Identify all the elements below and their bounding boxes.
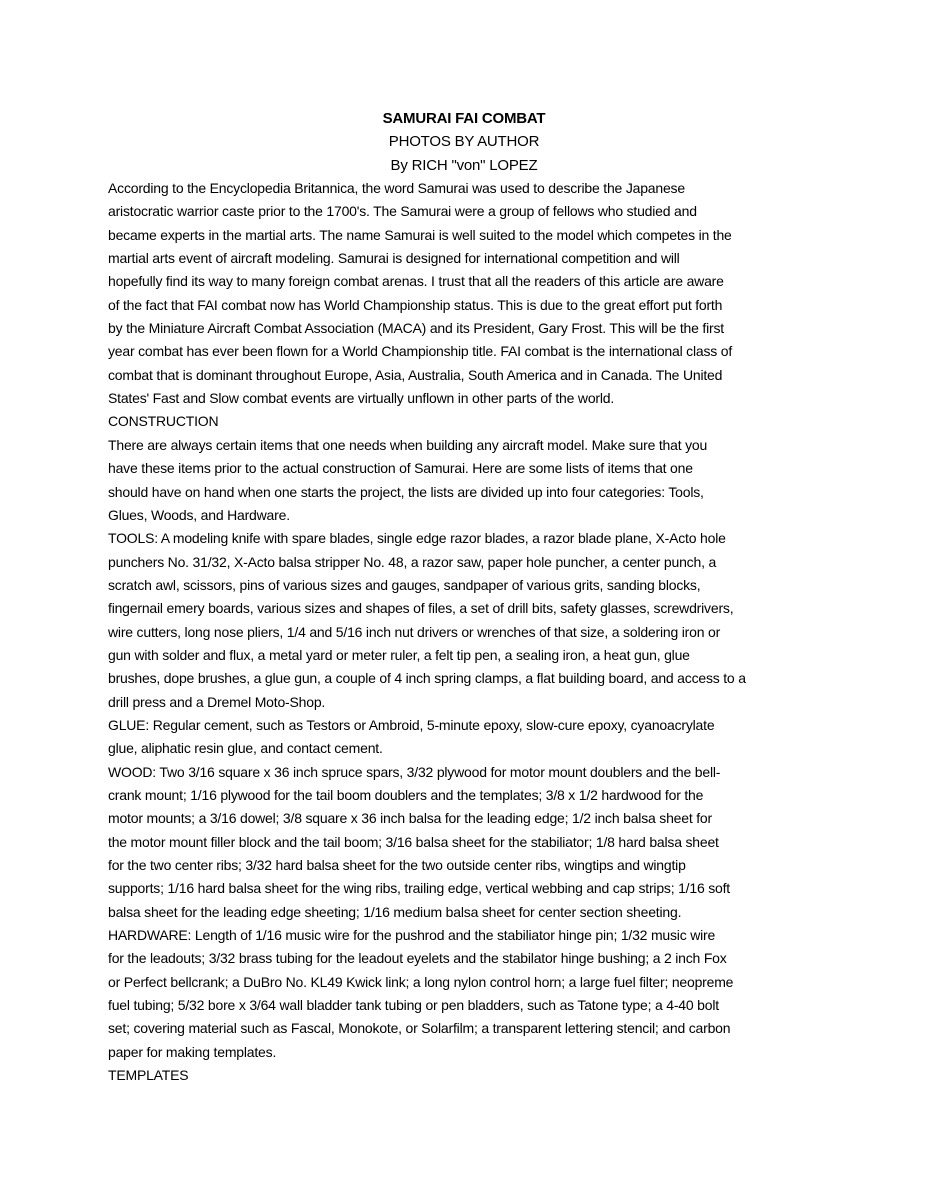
doc-body-line: for the leadouts; 3/32 brass tubing for the leadout eyelets and the stabilator hinge bushing; a 2 inch Fox [108, 950, 727, 967]
document-content [108, 107, 820, 1087]
doc-body-line: of the fact that FAI combat now has World Championship status. This is due to the great effort put forth [108, 296, 723, 313]
doc-body-line: became experts in the martial arts. The name Samurai is well suited to the model which competes in the [108, 226, 732, 243]
doc-body-line: combat that is dominant throughout Europe, Asia, Australia, South America and in Canada. The United [108, 366, 723, 383]
doc-body-line: fuel tubing; 5/32 bore x 3/64 wall bladder tank tubing or pen bladders, such as Tatone type; a 4-40 bolt [108, 997, 719, 1014]
doc-body-line: punchers No. 31/32, X-Acto balsa stripper No. 48, a razor saw, paper hole puncher, a center punch, a [108, 553, 717, 570]
doc-body-line: CONSTRUCTION [108, 413, 219, 430]
doc-body-line: WOOD: Two 3/16 square x 36 inch spruce spars, 3/32 plywood for motor mount doublers and the bell- [108, 763, 721, 780]
doc-body-line: motor mounts; a 3/16 dowel; 3/8 square x 36 inch balsa for the leading edge; 1/2 inch balsa sheet for [108, 810, 712, 827]
doc-body-line: gun with solder and flux, a metal yard or meter ruler, a felt tip pen, a sealing iron, a heat gun, glue [108, 646, 690, 663]
doc-body-line: by the Miniature Aircraft Combat Association (MACA) and its President, Gary Frost. This will be the first [108, 320, 724, 337]
doc-body [108, 177, 820, 1087]
doc-body-line: balsa sheet for the leading edge sheeting; 1/16 medium balsa sheet for center section sheeting. [108, 903, 682, 920]
doc-body-line: the motor mount filler block and the tail boom; 3/16 balsa sheet for the stabiliator; 1/8 hard balsa sheet [108, 833, 719, 850]
doc-body-line: glue, aliphatic resin glue, and contact cement. [108, 740, 383, 757]
doc-body-line: States' Fast and Slow combat events are virtually unflown in other parts of the world. [108, 390, 615, 407]
doc-body-line: aristocratic warrior caste prior to the 1700's. The Samurai were a group of fellows who studied and [108, 203, 697, 220]
doc-body-line: supports; 1/16 hard balsa sheet for the wing ribs, trailing edge, vertical webbing and cap strips; 1/16 soft [108, 880, 730, 897]
doc-body-line: TEMPLATES [108, 1067, 189, 1084]
doc-body-line: year combat has ever been flown for a World Championship title. FAI combat is the international class of [108, 343, 733, 360]
doc-title: SAMURAI FAI COMBAT [382, 110, 546, 127]
doc-body-line: fingernail emery boards, various sizes and shapes of files, a set of drill bits, safety glasses, screwdrivers, [108, 600, 734, 617]
doc-body-line: martial arts event of aircraft modeling. Samurai is designed for international competition and will [108, 250, 680, 267]
doc-body-line: GLUE: Regular cement, such as Testors or Ambroid, 5-minute epoxy, slow-cure epoxy, cyanoacrylate [108, 716, 715, 733]
doc-body-line: According to the Encyclopedia Britannica, the word Samurai was used to describe the Japanese [108, 180, 685, 197]
doc-body-line: drill press and a Dremel Moto-Shop. [108, 693, 326, 710]
doc-body-line: crank mount; 1/16 plywood for the tail boom doublers and the templates; 3/8 x 1/2 hardwood for the [108, 786, 704, 803]
doc-body-line: TOOLS: A modeling knife with spare blades, single edge razor blades, a razor blade plane, X-Acto hole [108, 530, 726, 547]
doc-body-line: set; covering material such as Fascal, Monokote, or Solarfilm; a transparent lettering stencil; and carbon [108, 1020, 731, 1037]
doc-body-line: wire cutters, long nose pliers, 1/4 and 5/16 inch nut drivers or wrenches of that size, a soldering iron or [108, 623, 721, 640]
doc-body-line: scratch awl, scissors, pins of various sizes and gauges, sandpaper of various grits, sanding blocks, [108, 576, 701, 593]
doc-body-line: brushes, dope brushes, a glue gun, a couple of 4 inch spring clamps, a flat building board, and access to a [108, 670, 746, 687]
doc-body-line: have these items prior to the actual construction of Samurai. Here are some lists of items that one [108, 460, 693, 477]
doc-body-line: There are always certain items that one needs when building any aircraft model. Make sure that you [108, 436, 708, 453]
doc-body-line: for the two center ribs; 3/32 hard balsa sheet for the two outside center ribs, wingtips and wingtip [108, 857, 686, 873]
doc-body-line: HARDWARE: Length of 1/16 music wire for the pushrod and the stabiliator hinge pin; 1/32 music wire [108, 927, 716, 944]
doc-subtitle-photos: PHOTOS BY AUTHOR [388, 133, 540, 151]
doc-body-line: should have on hand when one starts the project, the lists are divided up into four categories: Tools, [108, 483, 704, 500]
doc-body-line: or Perfect bellcrank; a DuBro No. KL49 Kwick link; a long nylon control horn; a large fuel filter; neopreme [108, 973, 734, 990]
doc-byline: By RICH "von" LOPEZ [390, 156, 538, 174]
doc-body-line: Glues, Woods, and Hardware. [108, 506, 290, 523]
doc-body-line: paper for making templates. [108, 1043, 277, 1060]
doc-body-line: hopefully find its way to many foreign combat arenas. I trust that all the readers of this article are aware [108, 273, 724, 290]
